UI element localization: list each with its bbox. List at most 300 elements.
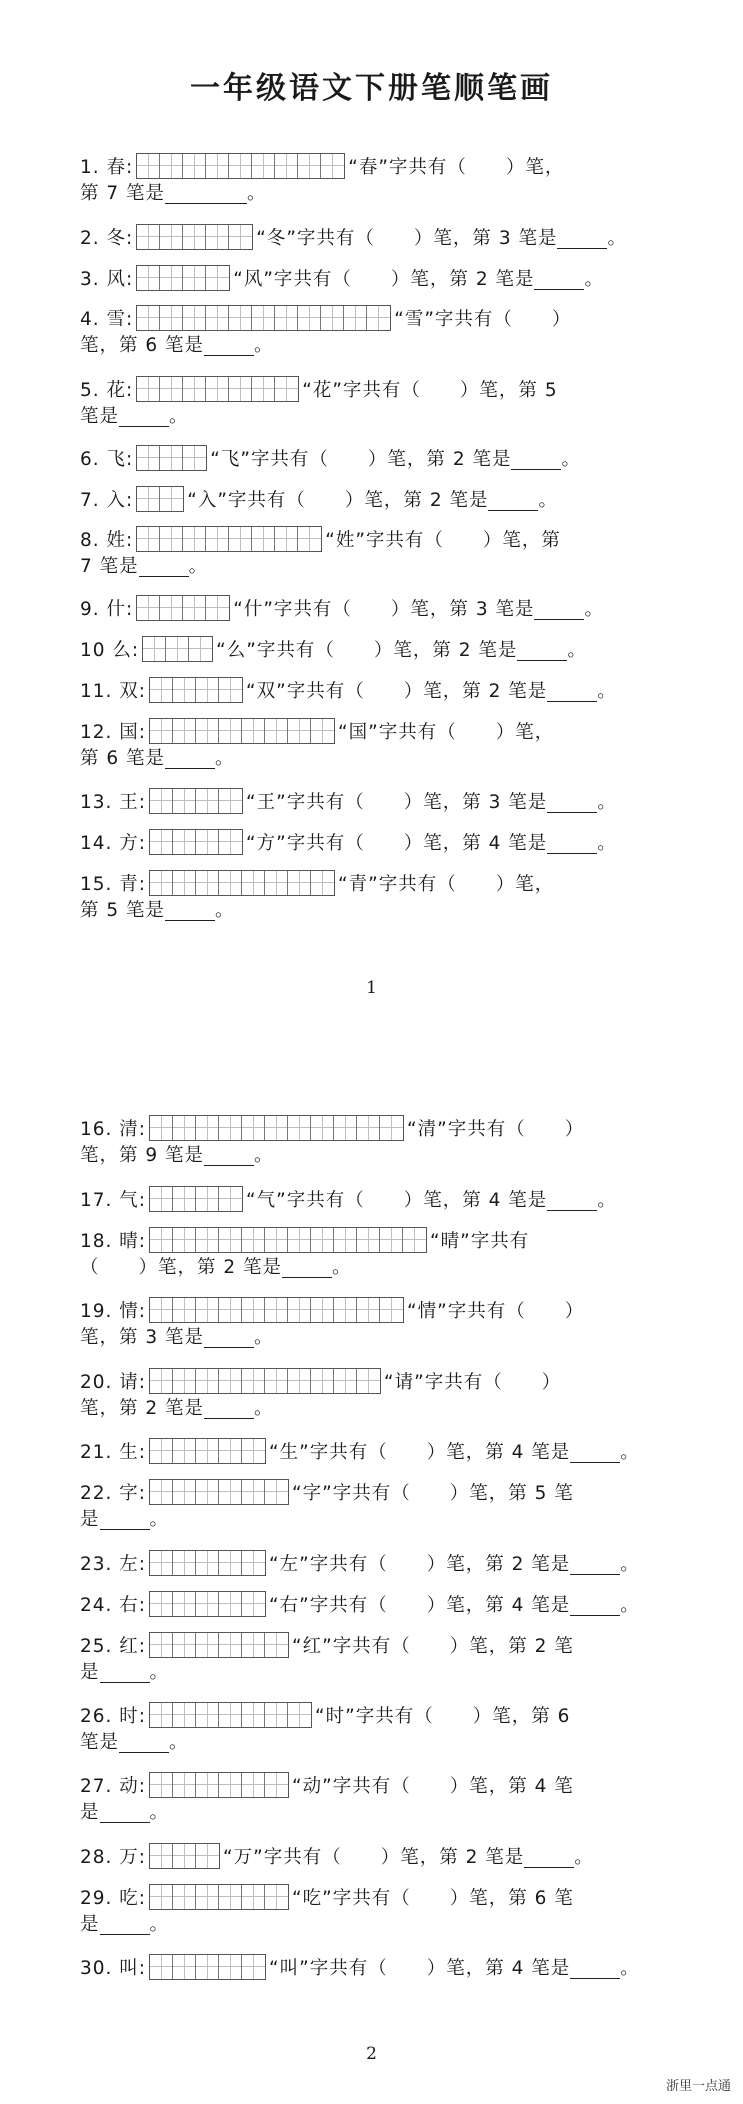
question-text: “花”字共有（ ）笔，第 5 bbox=[302, 380, 558, 401]
writing-cell[interactable] bbox=[160, 266, 183, 290]
question-text: “国”字共有（ ）笔， bbox=[338, 722, 555, 743]
writing-cell[interactable] bbox=[242, 1480, 265, 1504]
stroke-writing-grid[interactable] bbox=[149, 718, 335, 744]
writing-cell[interactable] bbox=[219, 871, 242, 895]
writing-cell[interactable] bbox=[311, 1369, 334, 1393]
writing-cell[interactable] bbox=[265, 1369, 288, 1393]
writing-cell[interactable] bbox=[196, 1187, 219, 1211]
writing-cell[interactable] bbox=[229, 154, 252, 178]
writing-cell[interactable] bbox=[311, 719, 334, 743]
question-number-char: 16. 清: bbox=[80, 1119, 147, 1140]
writing-cell[interactable] bbox=[137, 266, 160, 290]
answer-blank[interactable] bbox=[534, 271, 584, 290]
writing-cell[interactable] bbox=[160, 487, 183, 511]
question-text: “姓”字共有（ ）笔，第 bbox=[325, 530, 561, 551]
answer-blank[interactable] bbox=[570, 1597, 620, 1616]
writing-cell[interactable] bbox=[196, 871, 219, 895]
question-item bbox=[80, 1370, 665, 1422]
writing-cell[interactable] bbox=[288, 719, 311, 743]
stroke-writing-grid[interactable] bbox=[149, 1550, 266, 1576]
writing-cell[interactable] bbox=[196, 678, 219, 702]
question-number-char: 18. 晴: bbox=[80, 1231, 147, 1252]
stroke-writing-grid[interactable] bbox=[149, 1438, 266, 1464]
writing-cell[interactable] bbox=[265, 1633, 288, 1657]
writing-cell[interactable] bbox=[380, 1298, 403, 1322]
writing-cell[interactable] bbox=[150, 1551, 173, 1575]
writing-cell[interactable] bbox=[196, 1955, 219, 1979]
writing-cell[interactable] bbox=[183, 306, 206, 330]
stroke-writing-grid[interactable] bbox=[149, 1884, 289, 1910]
writing-cell[interactable] bbox=[150, 1298, 173, 1322]
writing-cell[interactable] bbox=[196, 1844, 219, 1868]
writing-cell[interactable] bbox=[206, 266, 229, 290]
writing-cell[interactable] bbox=[150, 1633, 173, 1657]
writing-cell[interactable] bbox=[380, 1116, 403, 1140]
writing-cell[interactable] bbox=[206, 306, 229, 330]
writing-cell[interactable] bbox=[219, 1480, 242, 1504]
writing-cell[interactable] bbox=[160, 446, 183, 470]
writing-cell[interactable] bbox=[150, 678, 173, 702]
writing-cell[interactable] bbox=[242, 1955, 265, 1979]
writing-cell[interactable] bbox=[265, 1703, 288, 1727]
answer-blank[interactable] bbox=[547, 683, 597, 702]
writing-cell[interactable] bbox=[196, 1480, 219, 1504]
writing-cell[interactable] bbox=[173, 1551, 196, 1575]
writing-cell[interactable] bbox=[150, 789, 173, 813]
writing-cell[interactable] bbox=[173, 1228, 196, 1252]
writing-cell[interactable] bbox=[275, 377, 298, 401]
writing-cell[interactable] bbox=[150, 1773, 173, 1797]
question-text: “时”字共有（ ）笔，第 6 bbox=[315, 1706, 571, 1727]
writing-cell[interactable] bbox=[219, 830, 242, 854]
writing-cell[interactable] bbox=[150, 1844, 173, 1868]
question-text-continued: 笔，第 2 笔是 bbox=[80, 1398, 205, 1419]
writing-cell[interactable] bbox=[321, 306, 344, 330]
stroke-writing-grid[interactable] bbox=[149, 1479, 289, 1505]
question-item bbox=[80, 790, 665, 816]
writing-cell[interactable] bbox=[150, 719, 173, 743]
writing-cell[interactable] bbox=[229, 306, 252, 330]
question-text: “右”字共有（ ）笔，第 4 笔是 bbox=[269, 1595, 571, 1616]
writing-cell[interactable] bbox=[196, 830, 219, 854]
question-number-char: 20. 请: bbox=[80, 1372, 147, 1393]
question-text: “请”字共有（ ） bbox=[384, 1372, 562, 1393]
answer-blank[interactable] bbox=[165, 902, 215, 921]
writing-cell[interactable] bbox=[150, 1439, 173, 1463]
stroke-writing-grid[interactable] bbox=[136, 224, 253, 250]
writing-cell[interactable] bbox=[252, 377, 275, 401]
writing-cell[interactable] bbox=[311, 1116, 334, 1140]
writing-cell[interactable] bbox=[143, 637, 166, 661]
stroke-writing-grid[interactable] bbox=[149, 1954, 266, 1980]
writing-cell[interactable] bbox=[265, 1885, 288, 1909]
writing-cell[interactable] bbox=[357, 1116, 380, 1140]
writing-cell[interactable] bbox=[137, 154, 160, 178]
writing-cell[interactable] bbox=[150, 1480, 173, 1504]
writing-cell[interactable] bbox=[265, 1228, 288, 1252]
writing-cell[interactable] bbox=[334, 1228, 357, 1252]
writing-cell[interactable] bbox=[183, 446, 206, 470]
answer-blank[interactable] bbox=[139, 558, 189, 577]
answer-blank[interactable] bbox=[570, 1444, 620, 1463]
writing-cell[interactable] bbox=[334, 1369, 357, 1393]
answer-blank[interactable] bbox=[570, 1960, 620, 1979]
writing-cell[interactable] bbox=[196, 1703, 219, 1727]
answer-blank[interactable] bbox=[511, 451, 561, 470]
writing-cell[interactable] bbox=[173, 1592, 196, 1616]
question-text: “字”字共有（ ）笔，第 5 笔 bbox=[292, 1483, 574, 1504]
question-number-char: 21. 生: bbox=[80, 1442, 147, 1463]
writing-cell[interactable] bbox=[219, 1703, 242, 1727]
writing-cell[interactable] bbox=[357, 1298, 380, 1322]
writing-cell[interactable] bbox=[160, 527, 183, 551]
writing-cell[interactable] bbox=[242, 871, 265, 895]
answer-blank[interactable] bbox=[165, 750, 215, 769]
question-text: “晴”字共有 bbox=[430, 1231, 530, 1252]
question-number-char: 8. 姓: bbox=[80, 530, 134, 551]
writing-cell[interactable] bbox=[196, 719, 219, 743]
page-number-1: 1 bbox=[366, 978, 377, 998]
answer-blank[interactable] bbox=[534, 601, 584, 620]
writing-cell[interactable] bbox=[219, 789, 242, 813]
writing-cell[interactable] bbox=[196, 1592, 219, 1616]
question-item bbox=[80, 1593, 665, 1619]
answer-blank[interactable] bbox=[204, 1147, 254, 1166]
stroke-writing-grid[interactable] bbox=[136, 305, 391, 331]
writing-cell[interactable] bbox=[150, 1369, 173, 1393]
stroke-writing-grid[interactable] bbox=[149, 1632, 289, 1658]
answer-blank[interactable] bbox=[557, 230, 607, 249]
writing-cell[interactable] bbox=[183, 527, 206, 551]
question-item bbox=[80, 267, 665, 293]
writing-cell[interactable] bbox=[150, 871, 173, 895]
writing-cell[interactable] bbox=[242, 1439, 265, 1463]
question-text: “么”字共有（ ）笔，第 2 笔是 bbox=[216, 640, 518, 661]
writing-cell[interactable] bbox=[183, 154, 206, 178]
writing-cell[interactable] bbox=[357, 1369, 380, 1393]
writing-cell[interactable] bbox=[265, 1773, 288, 1797]
writing-cell[interactable] bbox=[242, 1116, 265, 1140]
stroke-writing-grid[interactable] bbox=[149, 1591, 266, 1617]
answer-blank[interactable] bbox=[547, 794, 597, 813]
writing-cell[interactable] bbox=[196, 1369, 219, 1393]
stroke-writing-grid[interactable] bbox=[149, 1368, 381, 1394]
end-punctuation: 。 bbox=[597, 792, 617, 813]
writing-cell[interactable] bbox=[242, 1773, 265, 1797]
question-number-char: 4. 雪: bbox=[80, 309, 134, 330]
writing-cell[interactable] bbox=[334, 1298, 357, 1322]
question-item bbox=[80, 307, 665, 359]
question-text-continued: 是 bbox=[80, 1914, 100, 1935]
writing-cell[interactable] bbox=[229, 225, 252, 249]
end-punctuation: 。 bbox=[215, 748, 235, 769]
answer-blank[interactable] bbox=[282, 1259, 332, 1278]
question-item bbox=[80, 1552, 665, 1578]
answer-blank[interactable] bbox=[204, 1400, 254, 1419]
writing-cell[interactable] bbox=[403, 1228, 426, 1252]
writing-cell[interactable] bbox=[150, 1955, 173, 1979]
writing-cell[interactable] bbox=[252, 154, 275, 178]
stroke-writing-grid[interactable] bbox=[149, 1843, 220, 1869]
answer-blank[interactable] bbox=[100, 1804, 150, 1823]
writing-cell[interactable] bbox=[189, 637, 212, 661]
writing-cell[interactable] bbox=[288, 1228, 311, 1252]
writing-cell[interactable] bbox=[242, 719, 265, 743]
stroke-writing-grid[interactable] bbox=[149, 1297, 404, 1323]
writing-cell[interactable] bbox=[288, 1298, 311, 1322]
writing-cell[interactable] bbox=[242, 1551, 265, 1575]
writing-cell[interactable] bbox=[150, 830, 173, 854]
writing-cell[interactable] bbox=[265, 719, 288, 743]
writing-cell[interactable] bbox=[380, 1228, 403, 1252]
writing-cell[interactable] bbox=[173, 1187, 196, 1211]
answer-blank[interactable] bbox=[100, 1916, 150, 1935]
writing-cell[interactable] bbox=[311, 1298, 334, 1322]
writing-cell[interactable] bbox=[150, 1228, 173, 1252]
writing-cell[interactable] bbox=[150, 1703, 173, 1727]
question-text: “清”字共有（ ） bbox=[407, 1119, 585, 1140]
writing-cell[interactable] bbox=[173, 678, 196, 702]
writing-cell[interactable] bbox=[173, 1116, 196, 1140]
question-text: “吃”字共有（ ）笔，第 6 笔 bbox=[292, 1888, 574, 1909]
writing-cell[interactable] bbox=[137, 225, 160, 249]
writing-cell[interactable] bbox=[196, 1773, 219, 1797]
question-number-char: 22. 字: bbox=[80, 1483, 147, 1504]
answer-blank[interactable] bbox=[524, 1849, 574, 1868]
writing-cell[interactable] bbox=[173, 1369, 196, 1393]
writing-cell[interactable] bbox=[219, 678, 242, 702]
writing-cell[interactable] bbox=[242, 1228, 265, 1252]
answer-blank[interactable] bbox=[570, 1556, 620, 1575]
writing-cell[interactable] bbox=[150, 1187, 173, 1211]
stroke-writing-grid[interactable] bbox=[149, 788, 243, 814]
writing-cell[interactable] bbox=[298, 306, 321, 330]
writing-cell[interactable] bbox=[298, 154, 321, 178]
writing-cell[interactable] bbox=[196, 1298, 219, 1322]
writing-cell[interactable] bbox=[196, 1551, 219, 1575]
writing-cell[interactable] bbox=[160, 225, 183, 249]
writing-cell[interactable] bbox=[196, 1116, 219, 1140]
writing-cell[interactable] bbox=[334, 1116, 357, 1140]
writing-cell[interactable] bbox=[219, 1551, 242, 1575]
writing-cell[interactable] bbox=[219, 1439, 242, 1463]
question-text-continued: 第 5 笔是 bbox=[80, 900, 166, 921]
question-text: “红”字共有（ ）笔，第 2 笔 bbox=[292, 1636, 574, 1657]
question-text: “生”字共有（ ）笔，第 4 笔是 bbox=[269, 1442, 571, 1463]
stroke-writing-grid[interactable] bbox=[136, 153, 345, 179]
writing-cell[interactable] bbox=[344, 306, 367, 330]
writing-cell[interactable] bbox=[206, 377, 229, 401]
writing-cell[interactable] bbox=[173, 871, 196, 895]
writing-cell[interactable] bbox=[242, 1703, 265, 1727]
stroke-writing-grid[interactable] bbox=[149, 829, 243, 855]
writing-cell[interactable] bbox=[311, 871, 334, 895]
answer-blank[interactable] bbox=[100, 1511, 150, 1530]
question-item bbox=[80, 1774, 665, 1826]
writing-cell[interactable] bbox=[206, 154, 229, 178]
stroke-writing-grid[interactable] bbox=[142, 636, 213, 662]
stroke-writing-grid[interactable] bbox=[136, 526, 322, 552]
writing-cell[interactable] bbox=[160, 154, 183, 178]
writing-cell[interactable] bbox=[252, 527, 275, 551]
writing-cell[interactable] bbox=[150, 1116, 173, 1140]
writing-cell[interactable] bbox=[173, 1773, 196, 1797]
writing-cell[interactable] bbox=[219, 1228, 242, 1252]
end-punctuation: 。 bbox=[620, 1442, 640, 1463]
answer-blank[interactable] bbox=[547, 1192, 597, 1211]
answer-blank[interactable] bbox=[165, 185, 247, 204]
writing-cell[interactable] bbox=[265, 1116, 288, 1140]
writing-cell[interactable] bbox=[219, 1885, 242, 1909]
answer-blank[interactable] bbox=[119, 408, 169, 427]
answer-blank[interactable] bbox=[517, 642, 567, 661]
writing-cell[interactable] bbox=[288, 1369, 311, 1393]
stroke-writing-grid[interactable] bbox=[136, 445, 207, 471]
answer-blank[interactable] bbox=[100, 1664, 150, 1683]
stroke-writing-grid[interactable] bbox=[149, 1772, 289, 1798]
writing-cell[interactable] bbox=[275, 527, 298, 551]
writing-cell[interactable] bbox=[196, 1228, 219, 1252]
writing-cell[interactable] bbox=[242, 1298, 265, 1322]
stroke-writing-grid[interactable] bbox=[149, 1186, 243, 1212]
stroke-writing-grid[interactable] bbox=[149, 677, 243, 703]
writing-cell[interactable] bbox=[367, 306, 390, 330]
question-item bbox=[80, 1956, 665, 1982]
question-text-continued: （ ）笔，第 2 笔是 bbox=[80, 1257, 283, 1278]
writing-cell[interactable] bbox=[242, 1885, 265, 1909]
writing-cell[interactable] bbox=[137, 377, 160, 401]
writing-cell[interactable] bbox=[219, 1187, 242, 1211]
writing-cell[interactable] bbox=[183, 266, 206, 290]
question-text-continued: 是 bbox=[80, 1662, 100, 1683]
stroke-writing-grid[interactable] bbox=[149, 1115, 404, 1141]
question-item bbox=[80, 1440, 665, 1466]
writing-cell[interactable] bbox=[173, 1298, 196, 1322]
writing-cell[interactable] bbox=[183, 596, 206, 620]
writing-cell[interactable] bbox=[173, 1885, 196, 1909]
question-text: “气”字共有（ ）笔，第 4 笔是 bbox=[246, 1190, 548, 1211]
stroke-writing-grid[interactable] bbox=[149, 1227, 427, 1253]
writing-cell[interactable] bbox=[219, 1592, 242, 1616]
question-item bbox=[80, 155, 665, 207]
writing-cell[interactable] bbox=[242, 1633, 265, 1657]
writing-cell[interactable] bbox=[173, 1633, 196, 1657]
writing-cell[interactable] bbox=[137, 446, 160, 470]
end-punctuation: 。 bbox=[169, 1732, 189, 1753]
answer-blank[interactable] bbox=[204, 1329, 254, 1348]
writing-cell[interactable] bbox=[288, 1116, 311, 1140]
writing-cell[interactable] bbox=[321, 154, 344, 178]
question-item bbox=[80, 1845, 665, 1871]
writing-cell[interactable] bbox=[265, 1480, 288, 1504]
end-punctuation: 。 bbox=[597, 833, 617, 854]
writing-cell[interactable] bbox=[196, 1633, 219, 1657]
writing-cell[interactable] bbox=[150, 1885, 173, 1909]
writing-cell[interactable] bbox=[219, 1298, 242, 1322]
question-item bbox=[80, 1634, 665, 1686]
writing-cell[interactable] bbox=[219, 1116, 242, 1140]
writing-cell[interactable] bbox=[173, 1955, 196, 1979]
writing-cell[interactable] bbox=[137, 487, 160, 511]
answer-blank[interactable] bbox=[547, 835, 597, 854]
question-number-char: 17. 气: bbox=[80, 1190, 147, 1211]
stroke-writing-grid[interactable] bbox=[136, 265, 230, 291]
writing-cell[interactable] bbox=[206, 527, 229, 551]
writing-cell[interactable] bbox=[265, 1298, 288, 1322]
question-item bbox=[80, 638, 665, 664]
stroke-writing-grid[interactable] bbox=[136, 376, 299, 402]
writing-cell[interactable] bbox=[173, 1480, 196, 1504]
answer-blank[interactable] bbox=[488, 492, 538, 511]
writing-cell[interactable] bbox=[229, 377, 252, 401]
writing-cell[interactable] bbox=[252, 306, 275, 330]
writing-cell[interactable] bbox=[173, 1703, 196, 1727]
writing-cell[interactable] bbox=[196, 789, 219, 813]
writing-cell[interactable] bbox=[196, 1885, 219, 1909]
end-punctuation: 。 bbox=[332, 1257, 352, 1278]
writing-cell[interactable] bbox=[275, 154, 298, 178]
writing-cell[interactable] bbox=[288, 1703, 311, 1727]
writing-cell[interactable] bbox=[196, 1439, 219, 1463]
writing-cell[interactable] bbox=[219, 1633, 242, 1657]
writing-cell[interactable] bbox=[288, 871, 311, 895]
writing-cell[interactable] bbox=[219, 719, 242, 743]
writing-cell[interactable] bbox=[173, 830, 196, 854]
writing-cell[interactable] bbox=[173, 719, 196, 743]
end-punctuation: 。 bbox=[597, 1190, 617, 1211]
end-punctuation: 。 bbox=[215, 900, 235, 921]
question-number-char: 9. 什: bbox=[80, 599, 134, 620]
writing-cell[interactable] bbox=[150, 1592, 173, 1616]
stroke-writing-grid[interactable] bbox=[136, 486, 184, 512]
stroke-writing-grid[interactable] bbox=[136, 595, 230, 621]
writing-cell[interactable] bbox=[160, 596, 183, 620]
end-punctuation: 。 bbox=[247, 183, 267, 204]
writing-cell[interactable] bbox=[242, 1592, 265, 1616]
writing-cell[interactable] bbox=[137, 306, 160, 330]
writing-cell[interactable] bbox=[173, 1844, 196, 1868]
writing-cell[interactable] bbox=[311, 1228, 334, 1252]
writing-cell[interactable] bbox=[160, 306, 183, 330]
writing-cell[interactable] bbox=[206, 596, 229, 620]
writing-cell[interactable] bbox=[166, 637, 189, 661]
writing-cell[interactable] bbox=[265, 871, 288, 895]
question-number-char: 14. 方: bbox=[80, 833, 147, 854]
question-item bbox=[80, 1229, 665, 1281]
writing-cell[interactable] bbox=[219, 1955, 242, 1979]
question-text-continued: 7 笔是 bbox=[80, 556, 139, 577]
writing-cell[interactable] bbox=[183, 225, 206, 249]
answer-blank[interactable] bbox=[204, 337, 254, 356]
writing-cell[interactable] bbox=[137, 527, 160, 551]
answer-blank[interactable] bbox=[119, 1734, 169, 1753]
writing-cell[interactable] bbox=[219, 1369, 242, 1393]
writing-cell[interactable] bbox=[173, 789, 196, 813]
writing-cell[interactable] bbox=[206, 225, 229, 249]
writing-cell[interactable] bbox=[242, 1369, 265, 1393]
stroke-writing-grid[interactable] bbox=[149, 870, 335, 896]
writing-cell[interactable] bbox=[137, 596, 160, 620]
writing-cell[interactable] bbox=[173, 1439, 196, 1463]
writing-cell[interactable] bbox=[357, 1228, 380, 1252]
writing-cell[interactable] bbox=[183, 377, 206, 401]
writing-cell[interactable] bbox=[229, 527, 252, 551]
stroke-writing-grid[interactable] bbox=[149, 1702, 312, 1728]
writing-cell[interactable] bbox=[160, 377, 183, 401]
writing-cell[interactable] bbox=[275, 306, 298, 330]
writing-cell[interactable] bbox=[219, 1773, 242, 1797]
writing-cell[interactable] bbox=[298, 527, 321, 551]
